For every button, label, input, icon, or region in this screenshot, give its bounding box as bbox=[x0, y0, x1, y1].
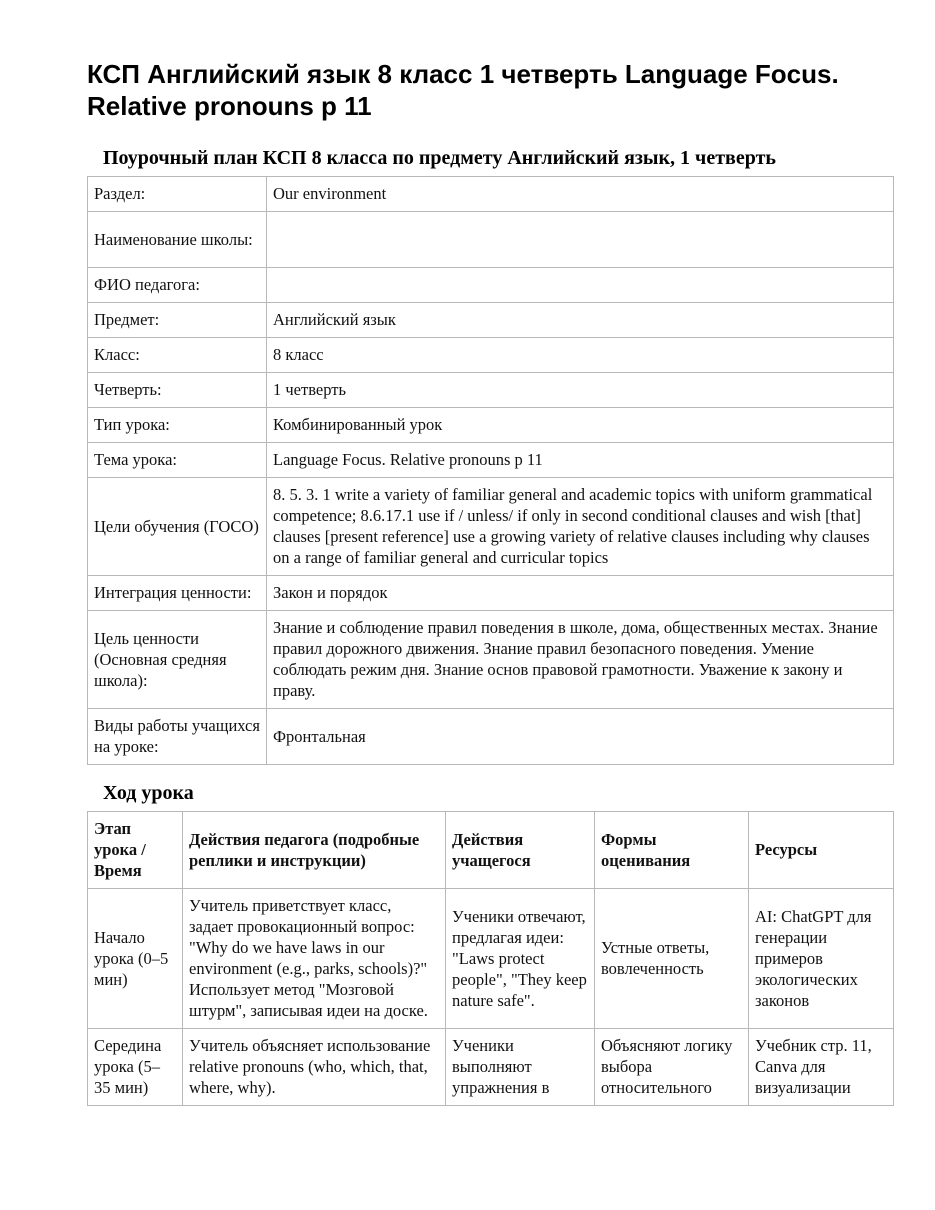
teacher-actions-cell: Учитель приветствует класс, задает провокационный вопрос: "Why do we have laws in our environment (e.g., parks, schools)?" Использует метод "Мозговой штурм", записывая идеи на доске. bbox=[183, 889, 446, 1029]
column-header: Этап урока / Время bbox=[88, 812, 183, 889]
info-value bbox=[267, 212, 894, 268]
table-row bbox=[88, 1029, 894, 1106]
stage-cell: Середина урока (5–35 мин) bbox=[88, 1029, 183, 1106]
info-value: Английский язык bbox=[267, 303, 894, 338]
table-row bbox=[88, 338, 894, 373]
table-row bbox=[88, 478, 894, 576]
document-page bbox=[87, 58, 893, 1106]
lesson-heading: Ход урока bbox=[103, 782, 194, 804]
assessment-cell: Объясняют логику выбора относительного bbox=[595, 1029, 749, 1106]
info-value: Закон и порядок bbox=[267, 576, 894, 611]
info-label: Цель ценности (Основная средняя школа): bbox=[88, 611, 267, 709]
table-row bbox=[88, 611, 894, 709]
document-title: КСП Английский язык 8 класс 1 четверть Language Focus. Relative pronouns p 11 bbox=[87, 59, 839, 121]
student-actions-cell: Ученики отвечают, предлагая идеи: "Laws protect people", "They keep nature safe". bbox=[446, 889, 595, 1029]
lesson-flow-table bbox=[87, 811, 894, 1106]
info-value: Знание и соблюдение правил поведения в школе, дома, общественных местах. Знание правил дорожного движения. Знание правил безопасного поведения. Умение соблюдать режим дня. Знание основ правовой грамотности. Уважение к закону и праву. bbox=[267, 611, 894, 709]
student-actions-cell: Ученики выполняют упражнения в bbox=[446, 1029, 595, 1106]
assessment-cell: Устные ответы, вовлеченность bbox=[595, 889, 749, 1029]
info-label: Класс: bbox=[88, 338, 267, 373]
info-label: Раздел: bbox=[88, 177, 267, 212]
stage-cell: Начало урока (0–5 мин) bbox=[88, 889, 183, 1029]
table-row bbox=[88, 212, 894, 268]
table-row bbox=[88, 709, 894, 765]
resources-cell: Учебник стр. 11, Canva для визуализации bbox=[749, 1029, 894, 1106]
info-label: Тип урока: bbox=[88, 408, 267, 443]
info-label: Четверть: bbox=[88, 373, 267, 408]
info-value: Комбинированный урок bbox=[267, 408, 894, 443]
info-value: 8 класс bbox=[267, 338, 894, 373]
table-row bbox=[88, 443, 894, 478]
info-value: Language Focus. Relative pronouns p 11 bbox=[267, 443, 894, 478]
info-value: Our environment bbox=[267, 177, 894, 212]
table-row bbox=[88, 268, 894, 303]
info-value: Фронтальная bbox=[267, 709, 894, 765]
table-row bbox=[88, 576, 894, 611]
info-label: Цели обучения (ГОСО) bbox=[88, 478, 267, 576]
column-header: Действия учащегося bbox=[446, 812, 595, 889]
info-label: Интеграция ценности: bbox=[88, 576, 267, 611]
lesson-info-table bbox=[87, 176, 894, 765]
info-value: 8. 5. 3. 1 write a variety of familiar general and academic topics with uniform grammatical competence; 8.6.17.1 use if / unless/ if only in second conditional clauses and wish [that] clauses [present reference] use a growing variety of relative clauses including why clauses on a range of familiar general and curricular topics bbox=[267, 478, 894, 576]
table-row bbox=[88, 408, 894, 443]
info-label: Предмет: bbox=[88, 303, 267, 338]
table-row bbox=[88, 373, 894, 408]
column-header: Действия педагога (подробные реплики и инструкции) bbox=[183, 812, 446, 889]
plan-heading: Поурочный план КСП 8 класса по предмету Английский язык, 1 четверть bbox=[103, 147, 776, 169]
table-header-row bbox=[88, 812, 894, 889]
info-label: ФИО педагога: bbox=[88, 268, 267, 303]
info-label: Тема урока: bbox=[88, 443, 267, 478]
column-header: Формы оценивания bbox=[595, 812, 749, 889]
resources-cell: AI: ChatGPT для генерации примеров экологических законов bbox=[749, 889, 894, 1029]
table-row bbox=[88, 889, 894, 1029]
column-header: Ресурсы bbox=[749, 812, 894, 889]
info-label: Наименование школы: bbox=[88, 212, 267, 268]
info-value bbox=[267, 268, 894, 303]
table-row bbox=[88, 303, 894, 338]
teacher-actions-cell: Учитель объясняет использование relative pronouns (who, which, that, where, why). bbox=[183, 1029, 446, 1106]
table-row bbox=[88, 177, 894, 212]
info-value: 1 четверть bbox=[267, 373, 894, 408]
info-label: Виды работы учащихся на уроке: bbox=[88, 709, 267, 765]
